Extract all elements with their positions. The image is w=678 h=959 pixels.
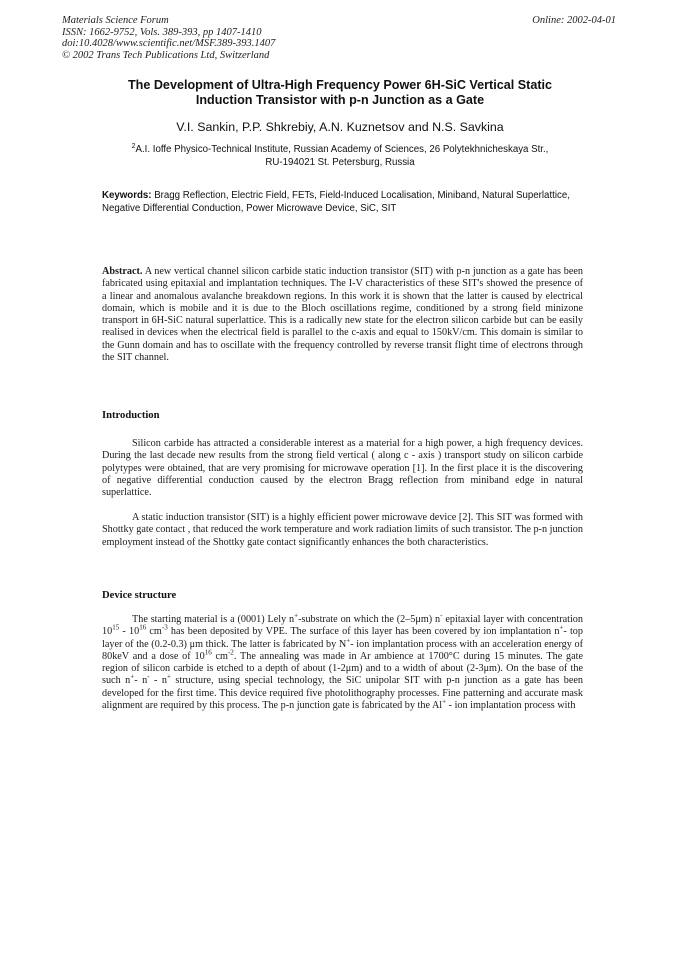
device-paragraph bbox=[102, 611, 584, 712]
device-sup: + bbox=[166, 673, 171, 682]
device-sup: 16 bbox=[139, 623, 147, 632]
affiliation-line-2: RU-194021 St. Petersburg, Russia bbox=[265, 157, 415, 168]
device-sup: + bbox=[130, 673, 135, 682]
doi-line: doi:10.4028/www.scientific.net/MSF.389-393.1407 bbox=[62, 38, 276, 49]
device-heading: Device structure bbox=[102, 590, 177, 601]
intro-paragraph-1: Silicon carbide has attracted a considerable interest as a material for a high power, a high frequency devices. During the last decade new results from the strong field vertical ( along c - axis ) transport study on silicon carbide polytypes were obtained, that are very promising for microwave operation [1]. In the first place it is the discovering of negative differential conduction caused by the electron Bragg reflection from miniband edge in natural superlattice. bbox=[102, 438, 583, 499]
device-sup: 16 bbox=[204, 648, 212, 657]
affiliation-line-1: A.I. Ioffe Physico-Technical Institute, Russian Academy of Sciences, 26 Polytekhnicheskaya Str., bbox=[135, 144, 549, 155]
online-date: Online: 2002-04-01 bbox=[532, 15, 616, 26]
device-sup: 15 bbox=[112, 623, 120, 632]
journal-header bbox=[62, 15, 275, 61]
device-text: epitaxial layer with concentration 10 bbox=[102, 614, 583, 638]
keywords-label: Keywords: bbox=[102, 190, 152, 201]
keywords bbox=[102, 189, 582, 215]
device-text: . The annealing was made in Ar ambience at 1700°C during 15 minutes. The gate region of silicon carbide is etched to a depth of about (1-2μm) and to a width of about (2-3μm). On the base of the such n bbox=[102, 650, 584, 687]
device-text: - 10 bbox=[119, 626, 140, 638]
device-text: cm bbox=[146, 626, 162, 638]
device-sup: + bbox=[346, 636, 351, 645]
device-sup: -2 bbox=[227, 648, 234, 657]
copyright-line: © 2002 Trans Tech Publications Ltd, Switzerland bbox=[62, 49, 270, 61]
keywords-text: Bragg Reflection, Electric Field, FETs, Field-Induced Localisation, Miniband, Natural Superlattice, Negative Differential Conduction, Power Microwave Device, SiC, SIT bbox=[102, 190, 570, 214]
device-text: has been deposited by VPE. The surface of this layer has been covered by ion implantation n bbox=[167, 626, 560, 638]
device-sup: - bbox=[147, 673, 150, 682]
device-sup: - bbox=[440, 611, 443, 620]
device-sup: + bbox=[294, 611, 299, 620]
abstract bbox=[102, 266, 583, 364]
device-text: structure, using special technology, the SiC unipolar SIT with p-n junction as a gate has been developed for the first time. This device required five photolithography processes. Fine patterning and accurate mask alignment are required by this process. The p-n junction gate is fabricated by the Al bbox=[102, 675, 583, 712]
device-text: The starting material is a (0001) Lely n bbox=[132, 614, 295, 625]
device-text: - n bbox=[149, 675, 167, 687]
device-sup: -3 bbox=[161, 623, 168, 632]
device-text: - ion implantation process with bbox=[446, 700, 576, 712]
device-text: - top layer of the (0.2-0.3) μm thick. The latter is fabricated by N bbox=[102, 626, 583, 650]
abstract-text: A new vertical channel silicon carbide static induction transistor (SIT) with p-n junction as a gate has been fabricated using epitaxial and implantation techniques. The I-V characteristics of these SIT's showed the presence of a linear and anomalous avalanche breakdown regions. In this work it is shown that the latter is caused by electrical domain, which is mobile and it is due to the Bloch oscillations regime, conditioned by a strong field minizone transport in 6H-SiC natural superlattice. This is a radically new state for the electron silicon carbide but can be easily realised in devices when the electrical field is parallel to the c-axis and equal to 150kV/cm. This domain is similar to the Gunn domain and has to oscillate with the frequency controlled by reverse transit flight time of electrons through the SIT channel. bbox=[102, 266, 583, 364]
issn-line: ISSN: 1662-9752, Vols. 389-393, pp 1407-1410 bbox=[62, 26, 262, 38]
authors: V.I. Sankin, P.P. Shkrebiy, A.N. Kuznetsov and N.S. Savkina bbox=[176, 120, 504, 134]
device-text: -substrate on which the (2–5μm) n bbox=[298, 614, 441, 625]
journal-name: Materials Science Forum bbox=[62, 15, 169, 26]
paper-title bbox=[70, 78, 610, 108]
affiliation-mark: 2 bbox=[131, 142, 136, 150]
abstract-label: Abstract. bbox=[102, 266, 143, 277]
intro-heading: Introduction bbox=[102, 410, 160, 421]
device-text: - n bbox=[134, 675, 148, 687]
device-sup: + bbox=[559, 623, 564, 632]
device-text: cm bbox=[211, 650, 228, 662]
intro-paragraph-2: A static induction transistor (SIT) is a highly efficient power microwave device [2]. This SIT was formed with Shottky gate contact , that reduced the work temperature and work radiation limits of such transistor. The p-n junction employment instead of the Shottky gate contact significantly enhances the both characteristics. bbox=[102, 512, 583, 548]
device-text: - ion implantation process with an acceleration energy of 80keV and a dose of 10 bbox=[102, 638, 583, 662]
title-line-2: Induction Transistor with p-n Junction as a Gate bbox=[195, 93, 485, 107]
title-line-1: The Development of Ultra-High Frequency Power 6H-SiC Vertical Static bbox=[127, 78, 553, 92]
affiliation bbox=[92, 143, 588, 169]
device-sup: + bbox=[442, 697, 447, 706]
